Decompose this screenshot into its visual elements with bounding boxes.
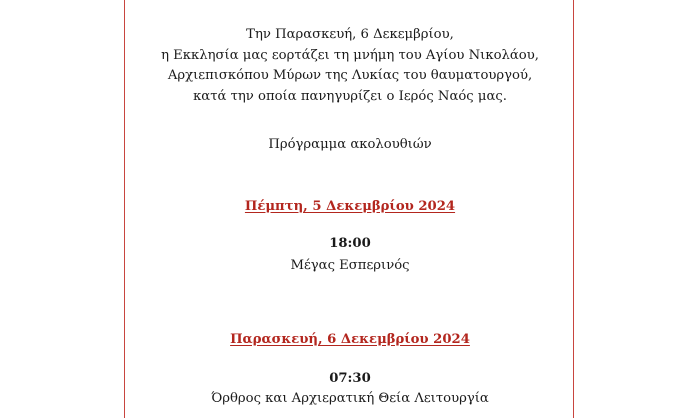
intro-line: Αρχιεπισκόπου Μύρων της Λυκίας του θαυματουργού, <box>167 68 533 83</box>
intro-line: η Εκκλησία μας εορτάζει τη μνήμη του Αγίου Νικολάου, <box>161 47 539 63</box>
program-title: Πρόγραμμα ακολουθιών <box>268 137 432 152</box>
service-name: Μέγας Εσπερινός <box>290 258 410 273</box>
service-time: 07:30 <box>329 371 371 386</box>
intro-paragraph <box>125 25 575 107</box>
day-heading-thursday: Πέμπτη, 5 Δεκεμβρίου 2024 <box>244 199 456 214</box>
day-heading-friday: Παρασκευή, 6 Δεκεμβρίου 2024 <box>230 332 470 347</box>
service-name: Όρθρος και Αρχιερατική Θεία Λειτουργία <box>211 391 489 406</box>
service-time: 18:00 <box>329 236 371 251</box>
intro-line: κατά την οποία πανηγυρίζει ο Ιερός Ναός μας. <box>193 88 507 104</box>
intro-line: Την Παρασκευή, 6 Δεκεμβρίου, <box>246 27 454 42</box>
